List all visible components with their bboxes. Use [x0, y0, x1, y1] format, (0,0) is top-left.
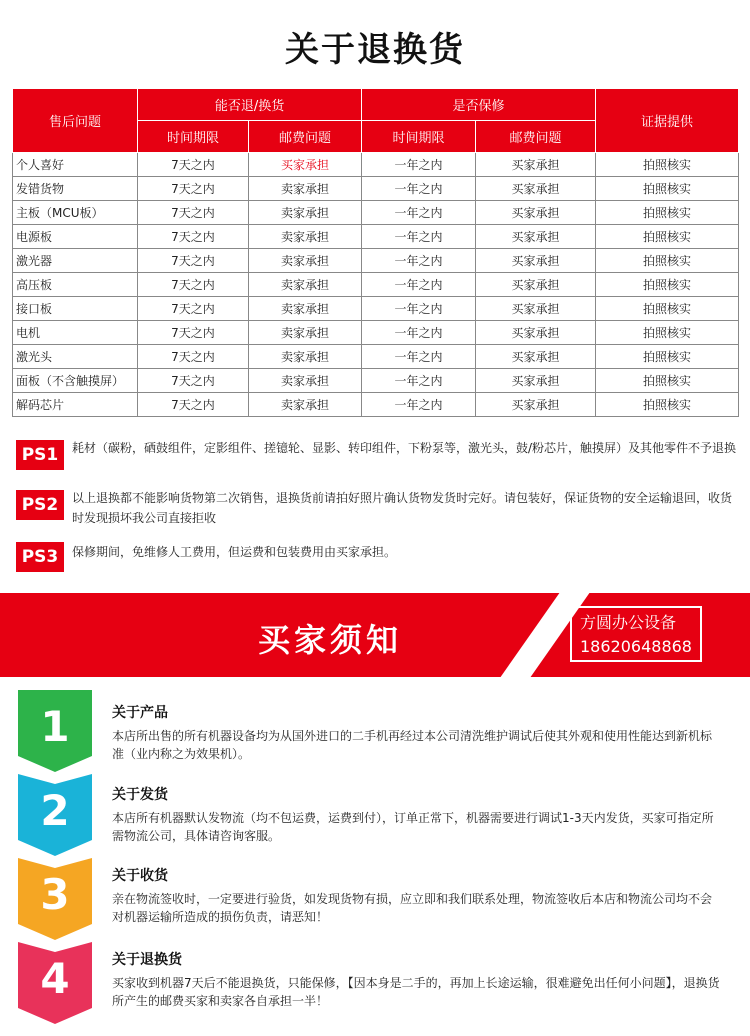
cell-return-postage: 卖家承担: [249, 225, 362, 249]
ps-text: 以上退换都不能影响货物第二次销售，退换货前请拍好照片确认货物发货时完好。请包装好，保证货物的安全运输退回，收货时发现损坏我公司直接拒收: [72, 491, 733, 525]
cell-return-time: 7天之内: [138, 321, 249, 345]
header-evidence: 证据提供: [596, 89, 739, 153]
cell-return-time: 7天之内: [138, 369, 249, 393]
cell-evidence: 拍照核实: [596, 273, 739, 297]
cell-warranty-postage: 买家承担: [476, 345, 596, 369]
cell-warranty-time: 一年之内: [362, 297, 476, 321]
ps-note-2: [16, 488, 742, 528]
cell-return-time: 7天之内: [138, 345, 249, 369]
cell-warranty-time: 一年之内: [362, 225, 476, 249]
step-number: 4: [40, 954, 70, 1003]
ps-note-3: [16, 540, 742, 572]
table-row: [13, 153, 739, 177]
step-number: 1: [40, 702, 70, 751]
cell-warranty-time: 一年之内: [362, 369, 476, 393]
table-row: [13, 177, 739, 201]
cell-warranty-postage: 买家承担: [476, 273, 596, 297]
note-shipping: [112, 785, 722, 845]
cell-evidence: 拍照核实: [596, 153, 739, 177]
table-row: [13, 297, 739, 321]
cell-warranty-postage: 买家承担: [476, 249, 596, 273]
cell-name: 个人喜好: [13, 153, 138, 177]
cell-warranty-postage: 买家承担: [476, 393, 596, 417]
cell-name: 电机: [13, 321, 138, 345]
cell-evidence: 拍照核实: [596, 369, 739, 393]
cell-warranty-postage: 买家承担: [476, 297, 596, 321]
page-title: 关于退换货: [285, 30, 465, 70]
ps-tag: PS3: [16, 542, 64, 572]
note-receiving: [112, 866, 722, 926]
cell-return-time: 7天之内: [138, 153, 249, 177]
cell-evidence: 拍照核实: [596, 225, 739, 249]
cell-return-postage: 卖家承担: [249, 393, 362, 417]
cell-name: 解码芯片: [13, 393, 138, 417]
cell-name: 激光器: [13, 249, 138, 273]
ps-text: 耗材（碳粉，硒鼓组件，定影组件、搓镱轮、显影、转印组件，下粉泵等，激光头，鼓/粉芯片，触摸屏）及其他零件不予退换: [72, 441, 737, 455]
cell-warranty-postage: 买家承担: [476, 321, 596, 345]
header-warranty-postage: 邮费问题: [476, 121, 596, 153]
step-badge-4: [18, 942, 92, 1020]
ps-tag: PS2: [16, 490, 64, 520]
header-return-time: 时间期限: [138, 121, 249, 153]
cell-return-postage: 买家承担: [249, 153, 362, 177]
note-body: 本店所有机器默认发物流（均不包运费，运费到付），订单正常下，机器需要进行调试1-3天内发货，买家可指定所需物流公司，具体请咨询客服。: [112, 811, 714, 843]
step-badge-2: [18, 774, 92, 852]
note-body: 买家收到机器7天后不能退换货，只能保修，【因本身是二手的，再加上长途运输，很难避免出任何小问题】，退换货所产生的邮费买家和卖家各自承担一半！: [112, 976, 720, 1008]
header-issue: 售后问题: [13, 89, 138, 153]
cell-name: 主板（MCU板）: [13, 201, 138, 225]
note-body: 本店所出售的所有机器设备均为从国外进口的二手机再经过本公司清洗维护调试后使其外观和使用性能达到新机标准（业内称之为效果机）。: [112, 729, 713, 761]
cell-warranty-postage: 买家承担: [476, 177, 596, 201]
header-warranty-time: 时间期限: [362, 121, 476, 153]
banner-title: 买家须知: [257, 621, 402, 659]
cell-warranty-time: 一年之内: [362, 153, 476, 177]
cell-evidence: 拍照核实: [596, 249, 739, 273]
cell-return-postage: 卖家承担: [249, 345, 362, 369]
cell-return-postage: 卖家承担: [249, 273, 362, 297]
step-badge-1: [18, 690, 92, 768]
cell-return-postage: 卖家承担: [249, 297, 362, 321]
buyer-notice-banner: [0, 593, 750, 677]
cell-return-time: 7天之内: [138, 273, 249, 297]
cell-warranty-time: 一年之内: [362, 177, 476, 201]
cell-warranty-postage: 买家承担: [476, 201, 596, 225]
cell-warranty-time: 一年之内: [362, 249, 476, 273]
cell-evidence: 拍照核实: [596, 345, 739, 369]
cell-warranty-time: 一年之内: [362, 273, 476, 297]
shop-name: 方圆办公设备: [580, 613, 677, 632]
cell-return-postage: 卖家承担: [249, 369, 362, 393]
note-heading: 关于收货: [112, 868, 168, 884]
step-number: 3: [40, 870, 70, 919]
cell-return-postage: 卖家承担: [249, 321, 362, 345]
table-row: [13, 345, 739, 369]
cell-name: 接口板: [13, 297, 138, 321]
note-heading: 关于产品: [112, 705, 168, 721]
ps-tag: PS1: [16, 440, 64, 470]
cell-warranty-time: 一年之内: [362, 201, 476, 225]
ps-text: 保修期间，免维修人工费用，但运费和包装费用由买家承担。: [72, 545, 397, 559]
cell-return-time: 7天之内: [138, 393, 249, 417]
table-row: [13, 225, 739, 249]
cell-warranty-time: 一年之内: [362, 345, 476, 369]
table-row: [13, 273, 739, 297]
cell-warranty-postage: 买家承担: [476, 369, 596, 393]
table-row: [13, 321, 739, 345]
cell-warranty-time: 一年之内: [362, 321, 476, 345]
ps-note-1: [16, 438, 742, 470]
cell-return-time: 7天之内: [138, 249, 249, 273]
header-return-group: 能否退/换货: [138, 89, 362, 121]
cell-evidence: 拍照核实: [596, 393, 739, 417]
table-row: [13, 249, 739, 273]
cell-evidence: 拍照核实: [596, 201, 739, 225]
table-row: [13, 369, 739, 393]
cell-return-time: 7天之内: [138, 177, 249, 201]
cell-name: 电源板: [13, 225, 138, 249]
cell-evidence: 拍照核实: [596, 297, 739, 321]
header-warranty-group: 是否保修: [362, 89, 596, 121]
note-heading: 关于退换货: [112, 952, 182, 968]
step-number: 2: [40, 786, 70, 835]
cell-return-postage: 卖家承担: [249, 177, 362, 201]
note-body: 亲在物流签收时，一定要进行验货，如发现货物有损，应立即和我们联系处理，物流签收后本店和物流公司均不会对机器运输所造成的损伤负责，请恶知！: [112, 892, 713, 924]
cell-evidence: 拍照核实: [596, 321, 739, 345]
header-return-postage: 邮费问题: [249, 121, 362, 153]
cell-warranty-time: 一年之内: [362, 393, 476, 417]
cell-warranty-postage: 买家承担: [476, 153, 596, 177]
shop-info-box: [570, 606, 702, 662]
cell-return-postage: 卖家承担: [249, 249, 362, 273]
table-row: [13, 393, 739, 417]
cell-name: 发错货物: [13, 177, 138, 201]
return-policy-table: [12, 88, 739, 417]
note-heading: 关于发货: [112, 787, 168, 803]
cell-return-postage: 卖家承担: [249, 201, 362, 225]
cell-evidence: 拍照核实: [596, 177, 739, 201]
note-product: [112, 703, 722, 763]
cell-return-time: 7天之内: [138, 201, 249, 225]
shop-phone: 18620648868: [580, 637, 692, 656]
note-returns: [112, 950, 722, 1010]
cell-return-time: 7天之内: [138, 225, 249, 249]
step-badge-3: [18, 858, 92, 936]
cell-name: 面板（不含触摸屏）: [13, 369, 138, 393]
cell-return-time: 7天之内: [138, 297, 249, 321]
cell-warranty-postage: 买家承担: [476, 225, 596, 249]
cell-name: 激光头: [13, 345, 138, 369]
cell-name: 高压板: [13, 273, 138, 297]
table-row: [13, 201, 739, 225]
